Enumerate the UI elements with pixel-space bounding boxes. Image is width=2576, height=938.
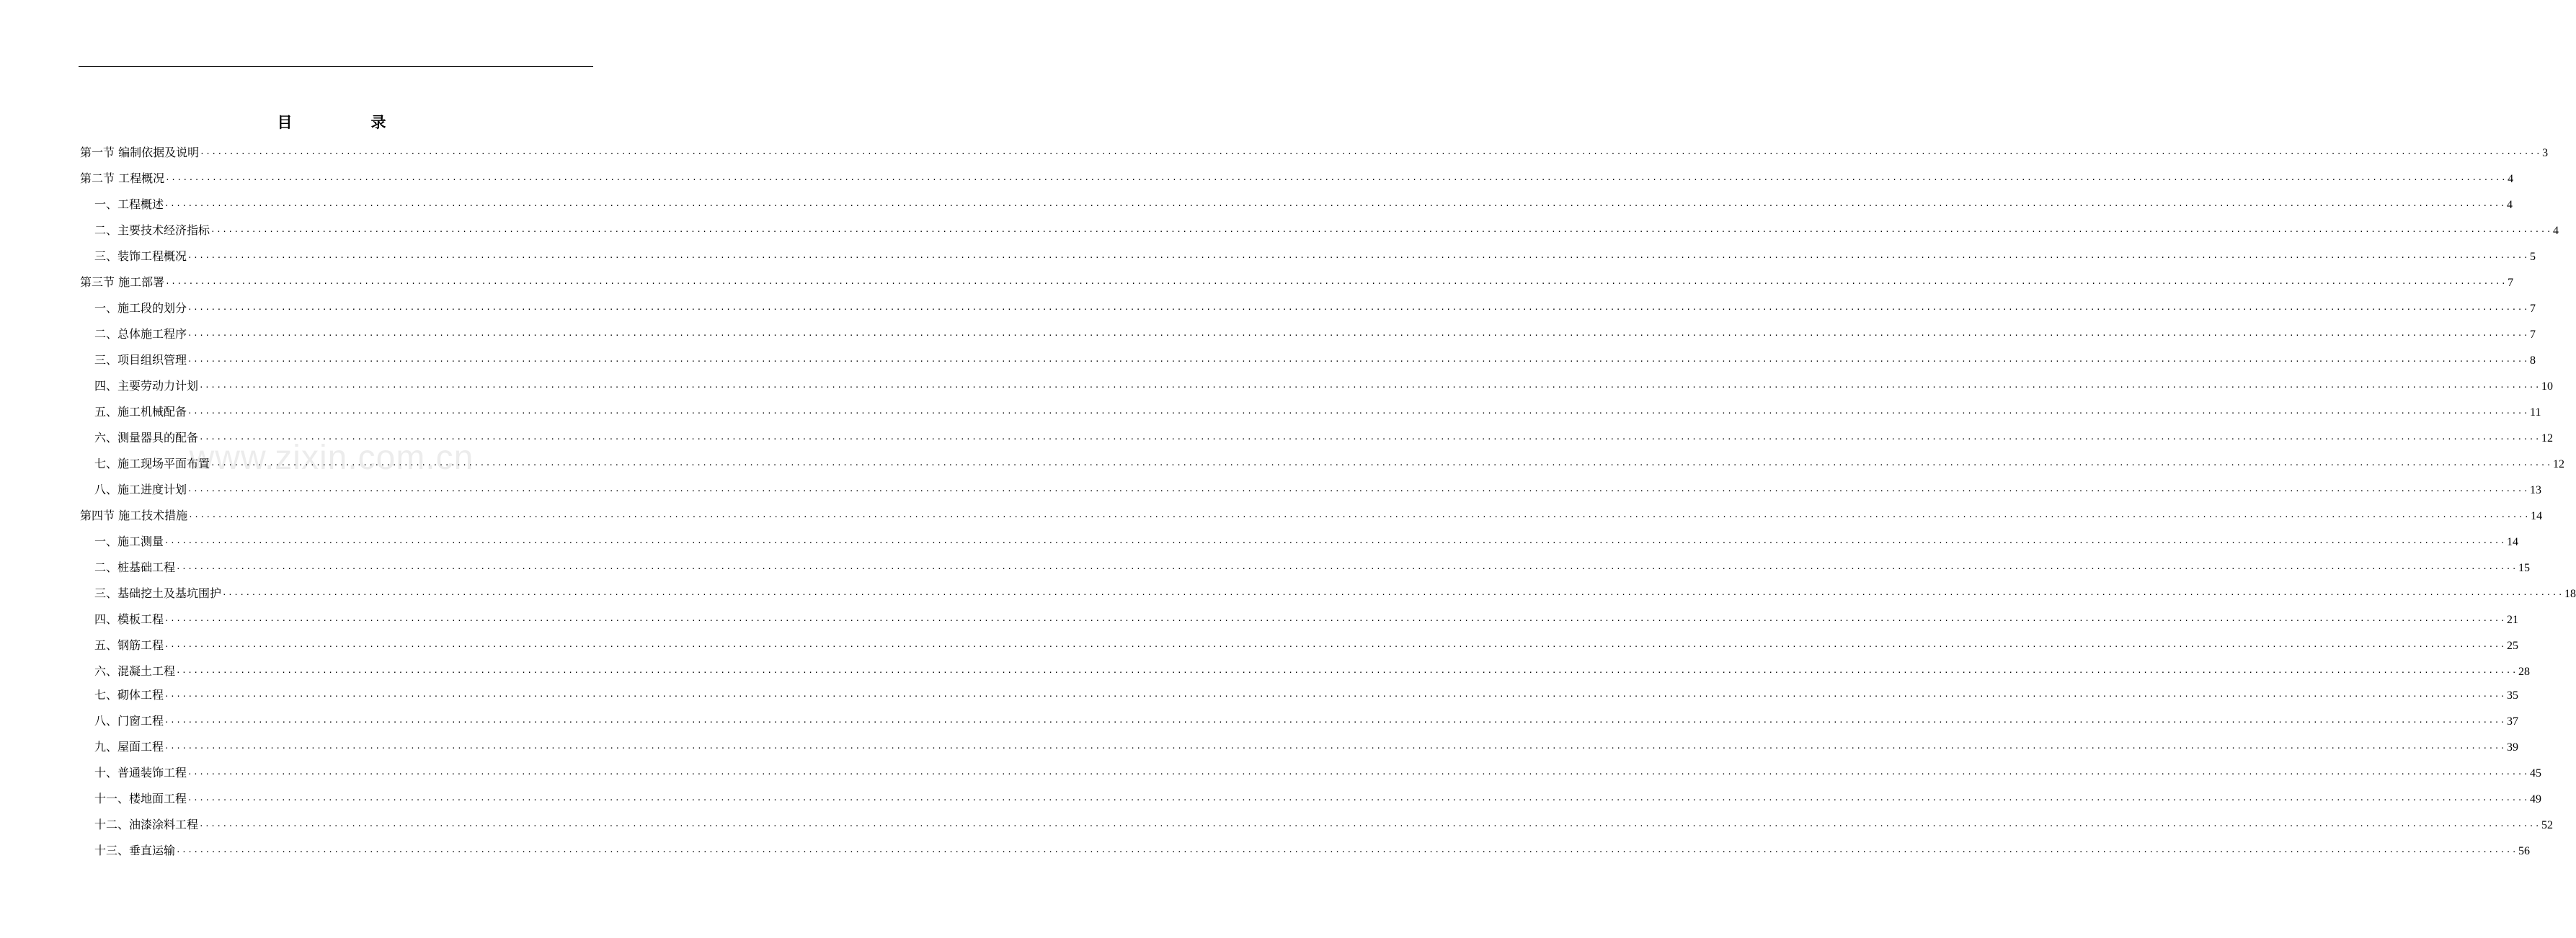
dot-leader: ················································································································································································································································································································································································································ [187, 769, 2530, 779]
toc-entry-label: 十一、楼地面工程 [94, 792, 187, 805]
toc-entry[interactable] [94, 222, 2559, 239]
toc-entry-label: 十、普通装饰工程 [94, 766, 187, 780]
toc-entry-page-number: 12 [2553, 458, 2565, 470]
dot-leader: ················································································································································································································································································································································································································ [164, 692, 2507, 701]
toc-entry-page-number: 52 [2541, 819, 2554, 831]
toc-entry-page-number: 3 [2542, 147, 2549, 159]
toc-entry-label: 三、项目组织管理 [94, 353, 187, 367]
toc-entry-page-number: 37 [2507, 715, 2519, 728]
dot-leader: ················································································································································································································································································································································································································ [199, 821, 2541, 831]
toc-entry[interactable] [94, 248, 2536, 265]
toc-entry-label: 九、屋面工程 [94, 740, 164, 754]
toc-entry-page-number: 18 [2564, 588, 2576, 600]
toc-entry[interactable] [80, 274, 2514, 291]
toc-entry[interactable] [94, 687, 2519, 704]
toc-entry[interactable] [94, 196, 2513, 213]
toc-entry-page-number: 10 [2541, 380, 2554, 393]
toc-entry-page-number: 11 [2530, 406, 2541, 419]
dot-leader: ················································································································································································································································································································································································································ [165, 175, 2508, 184]
toc-entry[interactable] [94, 429, 2554, 447]
toc-entry-label: 六、测量器具的配备 [94, 431, 199, 445]
toc-entry-label: 八、门窗工程 [94, 714, 164, 728]
dot-leader: ················································································································································································································································································································································································································ [164, 642, 2507, 651]
toc-entry-page-number: 35 [2507, 689, 2519, 702]
toc-entry[interactable] [94, 738, 2519, 756]
toc-entry[interactable] [94, 637, 2519, 654]
toc-entry-page-number: 56 [2518, 845, 2531, 857]
toc-entry[interactable] [94, 455, 2565, 473]
toc-entry-page-number: 39 [2507, 741, 2519, 754]
toc-entry-label: 三、基础挖土及基坑围护 [94, 586, 222, 600]
dot-leader: ················································································································································································································································································································································································································ [187, 331, 2530, 340]
dot-leader: ················································································································································································································································································································································································································ [187, 305, 2530, 314]
dot-leader: ················································································································································································································································································································································································································ [165, 279, 2508, 288]
toc-entry-page-number: 7 [2508, 277, 2514, 289]
toc-entry[interactable] [94, 663, 2531, 680]
toc-entry[interactable] [80, 144, 2549, 161]
toc-entry-label: 一、施工测量 [94, 535, 164, 548]
toc-entry-page-number: 7 [2530, 329, 2536, 341]
dot-leader: ················································································································································································································································································································································································································ [164, 201, 2507, 210]
dot-leader: ················································································································································································································································································································································································································ [188, 512, 2531, 522]
dot-leader: ················································································································································································································································································································································································································ [187, 357, 2530, 366]
toc-entry-page-number: 13 [2530, 484, 2542, 496]
toc-entry-label: 三、装饰工程概况 [94, 249, 187, 263]
toc-entry-label: 六、混凝土工程 [94, 664, 176, 678]
dot-leader: ················································································································································································································································································································································································································ [187, 795, 2530, 805]
toc-entry-label: 五、施工机械配备 [94, 405, 187, 419]
toc-entry-page-number: 4 [2507, 199, 2513, 211]
toc-entry-page-number: 14 [2507, 536, 2519, 548]
dot-leader: ················································································································································································································································································································································································································ [187, 408, 2530, 418]
toc-entry-label: 七、砌体工程 [94, 688, 164, 702]
toc-entry-page-number: 12 [2541, 432, 2554, 445]
toc-entry[interactable] [94, 533, 2519, 550]
toc-entry[interactable] [94, 378, 2554, 395]
toc-entry[interactable] [94, 481, 2542, 499]
toc-entry[interactable] [94, 842, 2531, 859]
toc-entry[interactable] [94, 559, 2531, 576]
dot-leader: ················································································································································································································································································································································································································ [222, 590, 2564, 599]
toc-entry-label: 一、施工段的划分 [94, 301, 187, 315]
toc-entry-page-number: 7 [2530, 303, 2536, 315]
toc-entry-label: 第四节 施工技术措施 [80, 509, 188, 522]
toc-entry[interactable] [94, 585, 2576, 602]
toc-entry[interactable] [94, 352, 2536, 369]
header-rule [79, 66, 593, 67]
dot-leader: ················································································································································································································································································································································································································ [199, 434, 2541, 444]
toc-entry-label: 四、主要劳动力计划 [94, 379, 199, 393]
toc-entry[interactable] [80, 507, 2543, 524]
dot-leader: ················································································································································································································································································································································································································ [164, 718, 2507, 727]
toc-entry[interactable] [94, 326, 2536, 343]
toc-entry-label: 二、主要技术经济指标 [94, 223, 210, 237]
toc-entry-label: 四、模板工程 [94, 612, 164, 626]
dot-leader: ················································································································································································································································································································································································································ [210, 460, 2553, 470]
toc-entry[interactable] [94, 790, 2542, 808]
toc-entry-page-number: 4 [2553, 225, 2559, 237]
toc-entry-page-number: 14 [2531, 510, 2543, 522]
toc-entry-label: 二、总体施工程序 [94, 327, 187, 341]
toc-entry-label: 二、桩基础工程 [94, 560, 176, 574]
dot-leader: ················································································································································································································································································································································································································ [210, 227, 2553, 236]
toc-entry-label: 八、施工进度计划 [94, 483, 187, 496]
dot-leader: ················································································································································································································································································································································································································ [176, 668, 2518, 677]
toc-title: 目 录 [277, 113, 418, 131]
toc-entry-label: 第一节 编制依据及说明 [80, 146, 200, 159]
toc-entry-label: 第三节 施工部署 [80, 275, 165, 289]
toc-entry[interactable] [94, 816, 2554, 834]
toc-entry[interactable] [94, 403, 2541, 421]
toc-entry-label: 十二、油漆涂料工程 [94, 818, 199, 831]
toc-entry-page-number: 15 [2518, 562, 2531, 574]
toc-entry-page-number: 45 [2530, 767, 2542, 780]
toc-entry-page-number: 8 [2530, 354, 2536, 367]
toc-entry[interactable] [94, 764, 2542, 782]
toc-entry-label: 一、工程概述 [94, 197, 164, 211]
dot-leader: ················································································································································································································································································································································································································ [164, 743, 2507, 753]
toc-entry[interactable] [94, 300, 2536, 317]
toc-entry-page-number: 21 [2507, 614, 2519, 626]
toc-entry[interactable] [94, 611, 2519, 628]
dot-leader: ················································································································································································································································································································································································································ [164, 616, 2507, 625]
dot-leader: ················································································································································································································································································································································································································ [187, 486, 2530, 496]
toc-entry[interactable] [80, 170, 2514, 187]
toc-entry-page-number: 28 [2518, 666, 2531, 678]
dot-leader: ················································································································································································································································································································································································································ [164, 538, 2507, 548]
toc-entry-label: 七、施工现场平面布置 [94, 457, 210, 470]
dot-leader: ················································································································································································································································································································································································································ [176, 847, 2518, 857]
dot-leader: ················································································································································································································································································································································································································ [199, 383, 2541, 392]
toc-entry-page-number: 25 [2507, 640, 2519, 652]
dot-leader: ················································································································································································································································································································································································································ [187, 253, 2530, 262]
dot-leader: ················································································································································································································································································································································································································ [176, 564, 2518, 573]
toc-entry-page-number: 5 [2530, 251, 2536, 263]
toc-entry-label: 第二节 工程概况 [80, 171, 165, 185]
watermark: www.zixin.com.cn [189, 439, 474, 477]
toc-entry-label: 五、钢筋工程 [94, 638, 164, 652]
toc-entry[interactable] [94, 713, 2519, 730]
dot-leader: ················································································································································································································································································································································································································ [200, 149, 2542, 158]
toc-entry-page-number: 49 [2530, 793, 2542, 805]
toc-entry-page-number: 4 [2508, 173, 2514, 185]
toc-entry-label: 十三、垂直运输 [94, 844, 176, 857]
